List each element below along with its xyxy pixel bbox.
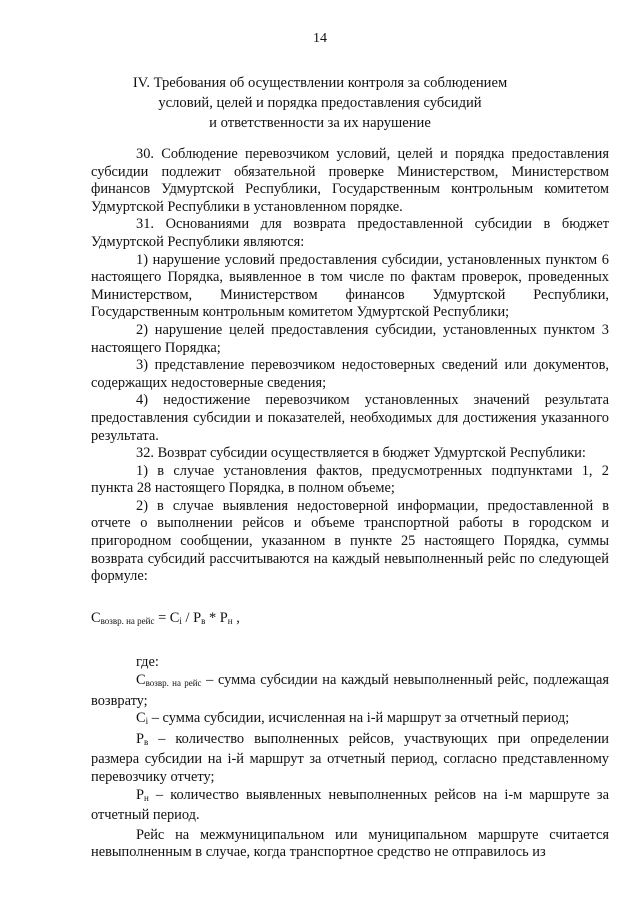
def-ci-symbol: C	[136, 710, 146, 727]
def-pv-sub: в	[144, 736, 149, 747]
paragraph-31-2: 2) нарушение целей предоставления субсидии, установленных пунктом 3 настоящего Порядка;	[91, 321, 609, 356]
def-pv-symbol: P	[136, 730, 145, 747]
paragraph-31-4: 4) недостижение перевозчиком установленных значений результата предоставления субсидии и показателей, необходимых для достижения указанного результата.	[91, 392, 609, 444]
definition-pn	[91, 787, 609, 825]
paragraph-31: 31. Основаниями для возврата предоставленной субсидии в бюджет Удмуртской Республики являются:	[91, 216, 609, 250]
paragraph-31-3: 3) представление перевозчиком недостоверных сведений или документов, содержащих недостоверные сведения;	[91, 357, 609, 391]
formula-tail: ,	[232, 609, 240, 626]
def-c-symbol: C	[136, 672, 146, 689]
heading-line-3: и ответственности за их нарушение	[209, 115, 431, 131]
def-c-text: – сумма субсидии на каждый невыполненный рейс, подлежащая возврату;	[91, 672, 610, 709]
def-c-sub: возвр. на рейс	[145, 678, 202, 689]
formula-mul: *	[205, 609, 220, 626]
section-heading	[60, 73, 580, 133]
page-number: 14	[313, 31, 327, 46]
paragraph-32-2: 2) в случае выявления недостоверной информации, предоставленной в отчете о выполнении рейсов и объеме транспортной работы в городском и пригородном сообщении, указанном в пункте 25 настоящего Порядка, суммы возврата субсидий рассчитываются на каждый невыполненный рейс по следующей формуле:	[91, 497, 609, 585]
where-label: где:	[136, 654, 159, 671]
paragraph-30: 30. Соблюдение перевозчиком условий, целей и порядка предоставления субсидии подлежит обязательной проверке Министерством, Министерством финансов Удмуртской Республики, Государственным контрольным комитетом Удмуртской Республики в установленном порядке.	[91, 146, 609, 215]
formula-ci-sub: i	[179, 615, 182, 626]
formula-pn-sub: н	[227, 615, 233, 626]
document-body	[91, 146, 609, 862]
formula-ci: C	[169, 609, 180, 626]
formula-pn: P	[219, 609, 228, 626]
paragraph-32: 32. Возврат субсидии осуществляется в бюджет Удмуртской Республики:	[136, 445, 586, 462]
formula-c: C	[91, 609, 101, 626]
def-pv-text: – количество выполненных рейсов, участвующих при определении размера субсидии на i-й маршрут за отчетный период, согласно представленному перевозчику отчету;	[91, 730, 609, 785]
heading-line-1: IV. Требования об осуществлении контроля за соблюдением	[132, 75, 508, 91]
definition-pv	[91, 731, 609, 787]
formula-pv-sub: в	[201, 615, 206, 626]
def-pn-sub: н	[144, 792, 149, 803]
definition-c	[91, 672, 609, 710]
definition-ci	[91, 710, 609, 731]
formula-c-sub: возвр. на рейс	[100, 615, 155, 626]
formula-pv: P	[193, 609, 202, 626]
paragraph-last: Рейс на межмуниципальном или муниципальном маршруте считается невыполненным в случае, когда транспортное средство не отправилось из	[91, 826, 609, 861]
subsidy-formula	[91, 610, 609, 631]
def-pn-symbol: P	[136, 786, 145, 803]
paragraph-31-1: 1) нарушение условий предоставления субсидии, установленных пунктом 6 настоящего Порядка, выявленное в том числе по фактам проверок, проведенных Министерством, Министерством финансов Удмуртской Республики, Государственным контрольным комитетом Удмуртской Республики;	[91, 251, 609, 321]
paragraph-32-1: 1) в случае установления фактов, предусмотренных подпунктами 1, 2 пункта 28 настоящего Порядка, в полном объеме;	[91, 462, 609, 497]
def-ci-sub: i	[145, 716, 149, 727]
def-ci-text: – сумма субсидии, исчисленная на i-й маршрут за отчетный период;	[148, 710, 570, 727]
heading-line-2: условий, целей и порядка предоставления субсидий	[158, 95, 482, 111]
formula-div: /	[181, 609, 194, 626]
formula-eq: =	[154, 609, 170, 626]
def-pn-text: – количество выявленных невыполненных рейсов на i-м маршруте за отчетный период.	[91, 786, 609, 824]
